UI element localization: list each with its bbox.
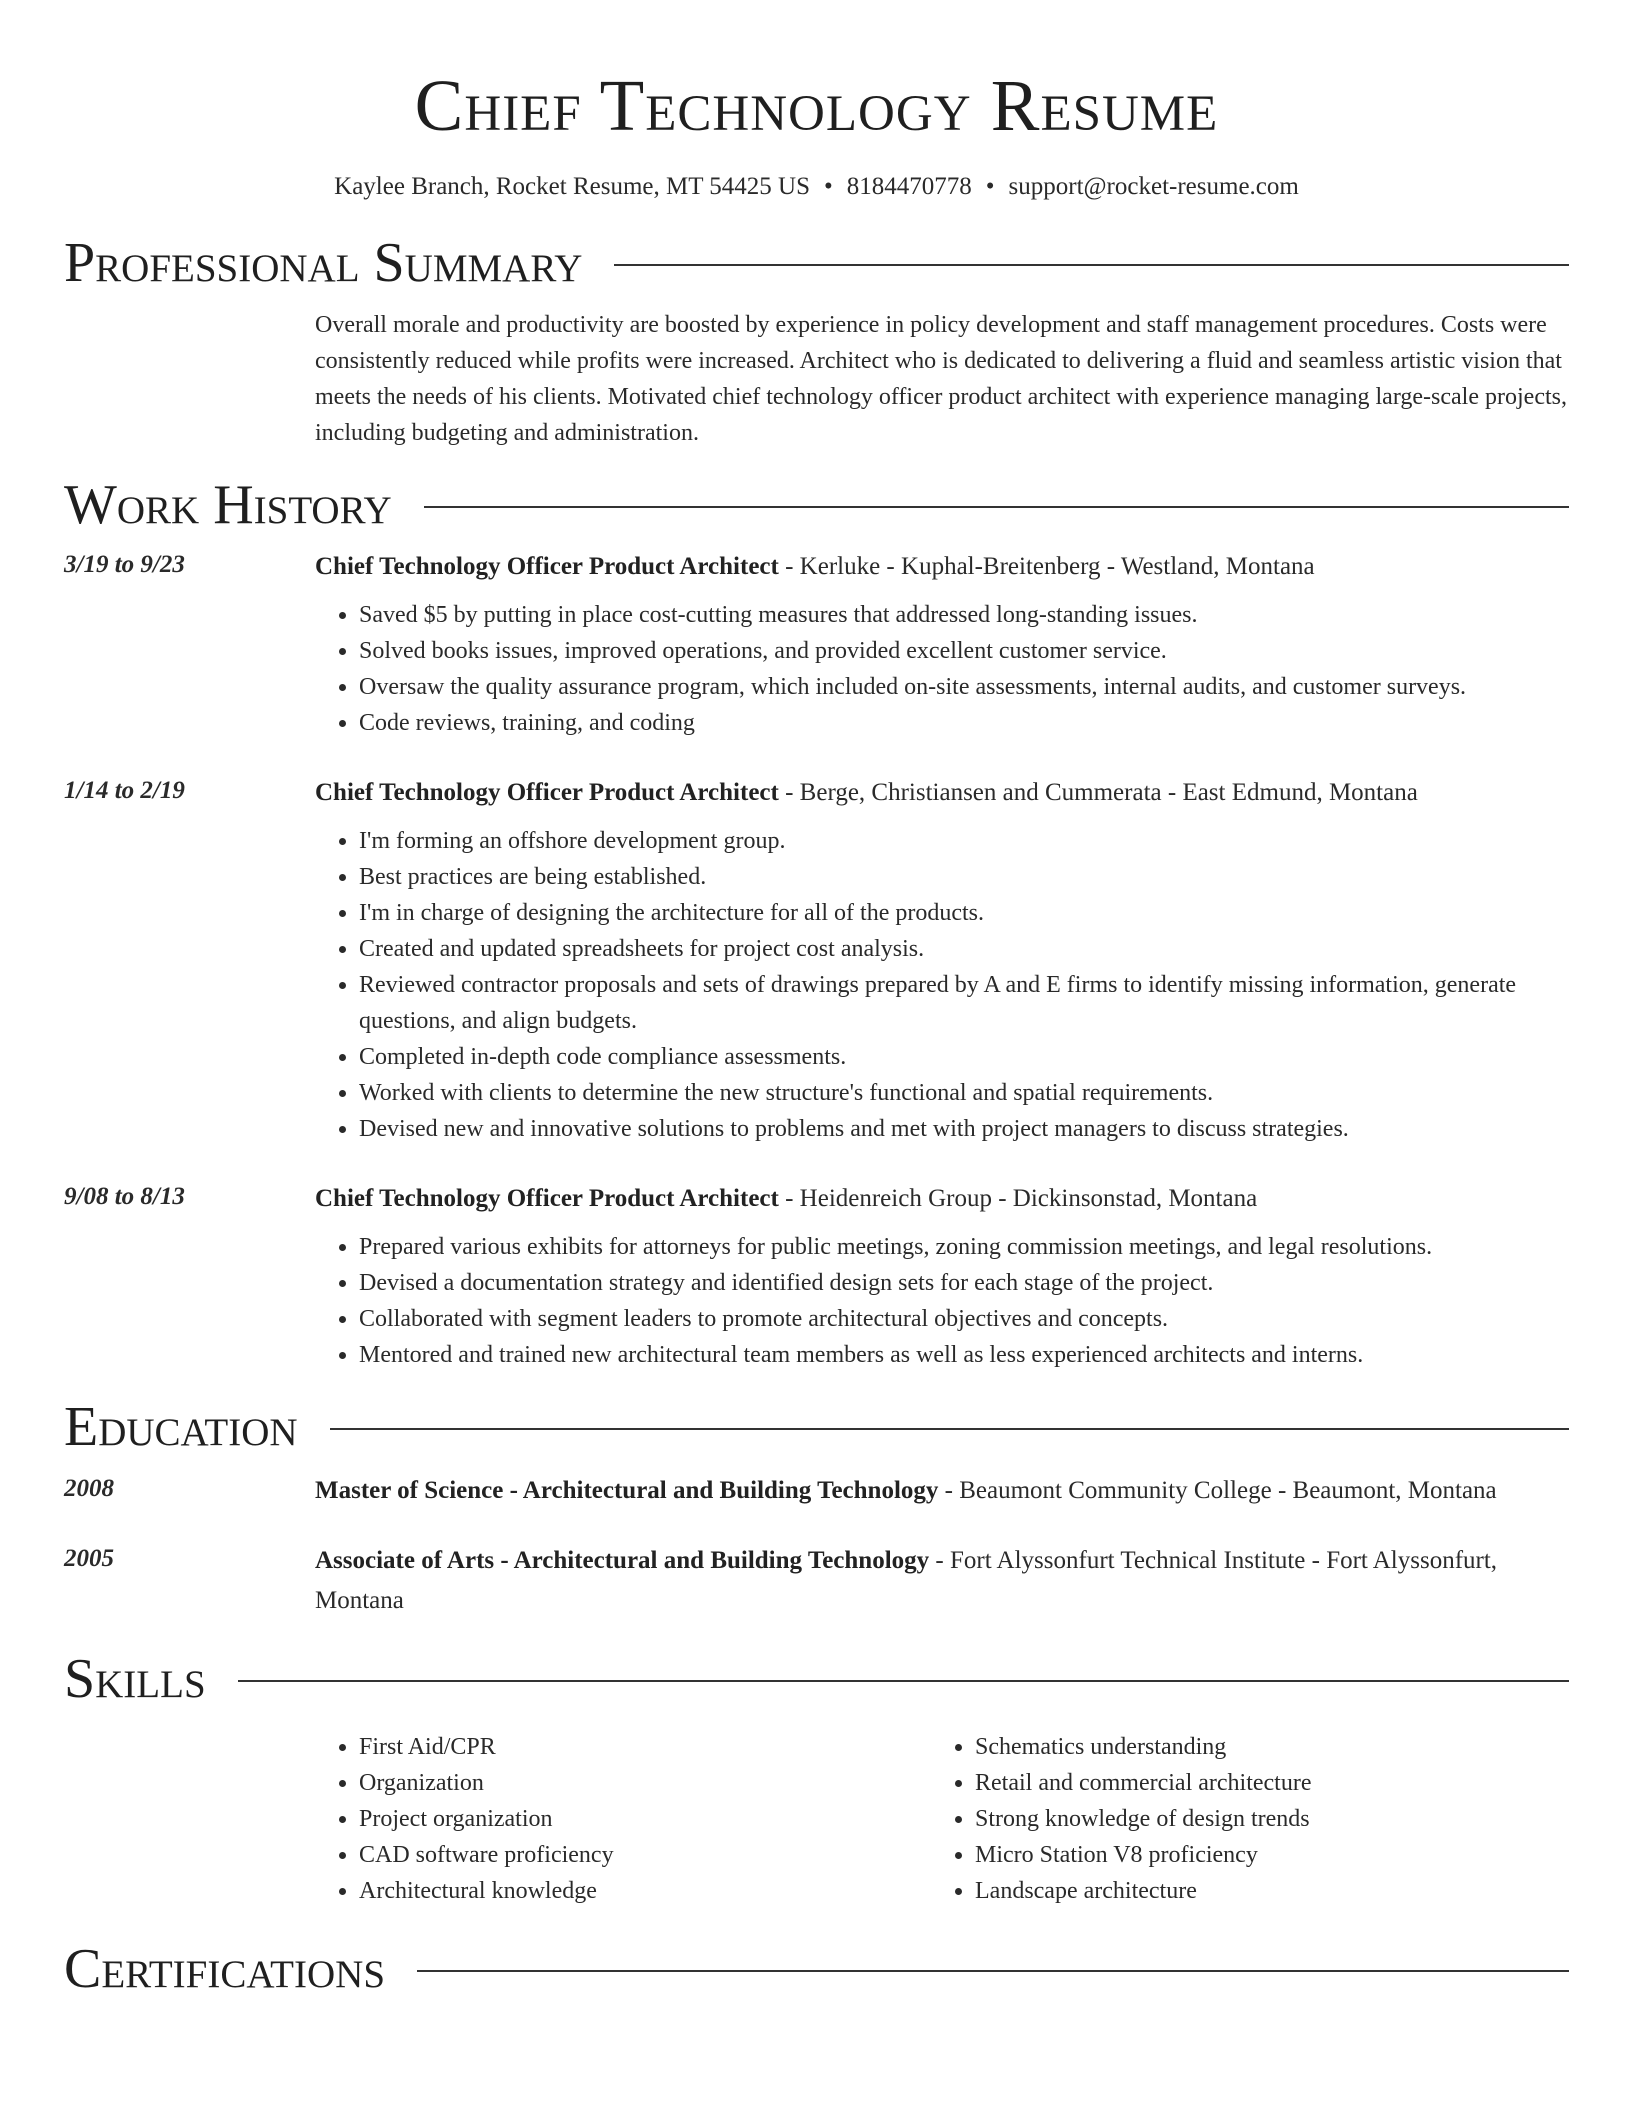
summary-section-header bbox=[64, 231, 1569, 295]
contact-phone: 8184470778 bbox=[846, 173, 972, 200]
education-entry bbox=[64, 1471, 1569, 1511]
section-divider bbox=[614, 264, 1569, 266]
job-dates: 1/14 to 2/19 bbox=[64, 777, 185, 804]
summary-text: Overall morale and productivity are boosted by experience in policy development and staff management procedures. Costs were consistently reduced while profits were increased. Architect who is dedicated to delivering a fluid and seamless artistic vision that meets the needs of his clients. Motivated chief technology officer product architect with experience managing large-scale projects, including budgeting and administration. bbox=[315, 312, 1567, 446]
job-bullet: • Collaborated with segment leaders to promote architectural objectives and concepts. bbox=[359, 1301, 1569, 1337]
certifications-section-header bbox=[64, 1937, 1569, 2001]
skill-item: • Strong knowledge of design trends bbox=[975, 1801, 1547, 1837]
job-bullet: • Devised new and innovative solutions to problems and met with project managers to discuss strategies. bbox=[359, 1111, 1569, 1147]
job-bullet: • Code reviews, training, and coding bbox=[359, 705, 1569, 741]
section-divider bbox=[417, 1970, 1569, 1972]
job-employer: - Berge, Christiansen and Cummerata - East Edmund, Montana bbox=[778, 779, 1418, 806]
education-entry bbox=[64, 1541, 1569, 1621]
job-bullet: • Completed in-depth code compliance assessments. bbox=[359, 1039, 1569, 1075]
section-divider bbox=[238, 1680, 1569, 1682]
skills-heading: Skills bbox=[64, 1648, 206, 1710]
education-year: 2005 bbox=[64, 1545, 114, 1572]
summary-row bbox=[64, 307, 1569, 451]
job-title: Chief Technology Officer Product Architect bbox=[315, 1185, 779, 1212]
education-school: - Beaumont Community College - Beaumont, Montana bbox=[938, 1477, 1497, 1504]
skills-row bbox=[64, 1729, 1569, 1909]
job-bullet: • Created and updated spreadsheets for project cost analysis. bbox=[359, 931, 1569, 967]
education-heading-line bbox=[315, 1541, 1569, 1621]
contact-separator: • bbox=[824, 173, 833, 200]
education-degree: Associate of Arts - Architectural and Building Technology bbox=[315, 1547, 930, 1574]
education-year: 2008 bbox=[64, 1475, 114, 1502]
skill-item: • Organization bbox=[359, 1765, 931, 1801]
contact-email: support@rocket-resume.com bbox=[1008, 173, 1299, 200]
job-entry bbox=[64, 547, 1569, 741]
job-bullet: • Worked with clients to determine the new structure's functional and spatial requirements. bbox=[359, 1075, 1569, 1111]
job-entry bbox=[64, 773, 1569, 1147]
job-bullet: • I'm in charge of designing the architecture for all of the products. bbox=[359, 895, 1569, 931]
job-bullets bbox=[315, 823, 1569, 1147]
work-history-heading: Work History bbox=[64, 474, 392, 536]
summary-heading: Professional Summary bbox=[64, 232, 583, 294]
section-divider bbox=[424, 506, 1569, 508]
skill-item: • First Aid/CPR bbox=[359, 1729, 931, 1765]
job-bullet: • Best practices are being established. bbox=[359, 859, 1569, 895]
skill-item: • Micro Station V8 proficiency bbox=[975, 1837, 1547, 1873]
contact-separator: • bbox=[985, 173, 995, 200]
job-heading bbox=[315, 773, 1569, 813]
job-employer: - Heidenreich Group - Dickinsonstad, Montana bbox=[778, 1185, 1258, 1212]
job-dates: 9/08 to 8/13 bbox=[64, 1183, 185, 1210]
resume-page bbox=[64, 0, 1569, 2001]
work-history-section-header bbox=[64, 473, 1569, 537]
job-entry bbox=[64, 1179, 1569, 1373]
job-title: Chief Technology Officer Product Architect bbox=[315, 779, 779, 806]
job-bullet: • Solved books issues, improved operations, and provided excellent customer service. bbox=[359, 633, 1569, 669]
job-bullet: • Mentored and trained new architectural team members as well as less experienced architects and interns. bbox=[359, 1337, 1569, 1373]
resume-title: Chief Technology Resume bbox=[414, 65, 1219, 146]
job-employer: - Kerluke - Kuphal-Breitenberg - Westland, Montana bbox=[778, 553, 1315, 580]
job-bullet: • Devised a documentation strategy and identified design sets for each stage of the project. bbox=[359, 1265, 1569, 1301]
section-divider bbox=[330, 1428, 1569, 1430]
education-heading-line bbox=[315, 1471, 1569, 1511]
job-heading bbox=[315, 547, 1569, 587]
job-heading bbox=[315, 1179, 1569, 1219]
job-bullets bbox=[315, 597, 1569, 741]
skill-item: • Schematics understanding bbox=[975, 1729, 1547, 1765]
skills-section-header bbox=[64, 1647, 1569, 1711]
skill-item: • Landscape architecture bbox=[975, 1873, 1547, 1909]
skills-list-left bbox=[315, 1729, 931, 1909]
certifications-heading: Certifications bbox=[64, 1938, 386, 2000]
job-title: Chief Technology Officer Product Architect bbox=[315, 553, 779, 580]
skill-item: • CAD software proficiency bbox=[359, 1837, 931, 1873]
skill-item: • Architectural knowledge bbox=[359, 1873, 931, 1909]
job-dates: 3/19 to 9/23 bbox=[64, 551, 185, 578]
education-heading: Education bbox=[64, 1396, 298, 1458]
skill-item: • Retail and commercial architecture bbox=[975, 1765, 1547, 1801]
education-degree: Master of Science - Architectural and Building Technology bbox=[315, 1477, 939, 1504]
job-bullet: • Reviewed contractor proposals and sets of drawings prepared by A and E firms to identify missing information, generate questions, and align budgets. bbox=[359, 967, 1569, 1039]
contact-address: Kaylee Branch, Rocket Resume, MT 54425 US bbox=[334, 173, 810, 200]
job-bullets bbox=[315, 1229, 1569, 1373]
job-bullet: • Oversaw the quality assurance program, which included on-site assessments, internal audits, and customer surveys. bbox=[359, 669, 1569, 705]
education-school: - Fort Alyssonfurt Technical Institute - Fort Alyssonfurt, Montana bbox=[315, 1547, 1498, 1614]
job-bullet: • I'm forming an offshore development group. bbox=[359, 823, 1569, 859]
job-bullet: • Prepared various exhibits for attorneys for public meetings, zoning commission meetings, and legal resolutions. bbox=[359, 1229, 1569, 1265]
job-bullet: • Saved $5 by putting in place cost-cutting measures that addressed long-standing issues. bbox=[359, 597, 1569, 633]
skill-item: • Project organization bbox=[359, 1801, 931, 1837]
contact-line bbox=[64, 170, 1569, 204]
skills-list-right bbox=[931, 1729, 1547, 1909]
education-section-header bbox=[64, 1395, 1569, 1459]
